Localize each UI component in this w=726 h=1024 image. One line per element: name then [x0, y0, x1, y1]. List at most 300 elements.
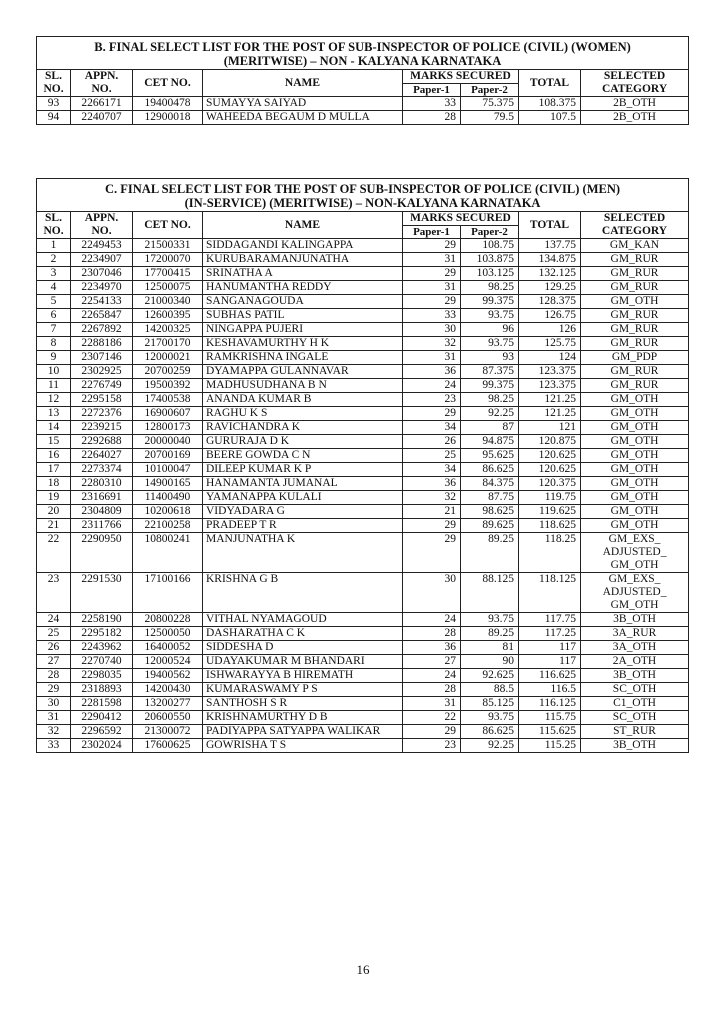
cell-paper2: 88.5 [461, 683, 519, 697]
cell-paper1: 28 [403, 683, 461, 697]
cell-sl-no: 11 [37, 379, 71, 393]
cell-total: 108.375 [519, 97, 581, 111]
cell-sl-no: 15 [37, 435, 71, 449]
cell-selected-category: GM_OTH [581, 519, 689, 533]
cell-name: DASHARATHA C K [203, 627, 403, 641]
cell-paper2: 89.625 [461, 519, 519, 533]
cell-sl-no: 25 [37, 627, 71, 641]
cell-selected-category: GM_RUR [581, 267, 689, 281]
section-b-title-line2: (MERITWISE) – NON - KALYANA KARNATAKA [223, 54, 502, 68]
cell-name: MANJUNATHA K [203, 533, 403, 573]
cell-selected-category: ST_RUR [581, 725, 689, 739]
cell-appn-no: 2302024 [71, 739, 133, 753]
cell-paper2: 87.75 [461, 491, 519, 505]
cell-sl-no: 7 [37, 323, 71, 337]
table-row [37, 641, 689, 655]
header-sl-no: SL. NO. [37, 70, 71, 97]
cell-paper2: 84.375 [461, 477, 519, 491]
cell-name: SANTHOSH S R [203, 697, 403, 711]
cell-selected-category: 3B_OTH [581, 613, 689, 627]
cell-paper2: 108.75 [461, 239, 519, 253]
cell-total: 115.625 [519, 725, 581, 739]
cell-paper1: 33 [403, 309, 461, 323]
cell-paper1: 31 [403, 351, 461, 365]
cell-paper1: 31 [403, 253, 461, 267]
cell-selected-category: GM_OTH [581, 505, 689, 519]
cell-total: 118.125 [519, 573, 581, 613]
section-c-title [37, 179, 689, 212]
cell-name: VIDYADARA G [203, 505, 403, 519]
cell-appn-no: 2239215 [71, 421, 133, 435]
cell-sl-no: 21 [37, 519, 71, 533]
cell-appn-no: 2295182 [71, 627, 133, 641]
cell-appn-no: 2292688 [71, 435, 133, 449]
cell-cet-no: 20700169 [133, 449, 203, 463]
cell-sl-no: 9 [37, 351, 71, 365]
cell-total: 117 [519, 641, 581, 655]
cell-cet-no: 10200618 [133, 505, 203, 519]
header-total: TOTAL [519, 70, 581, 97]
cell-appn-no: 2281598 [71, 697, 133, 711]
cell-cet-no: 17400538 [133, 393, 203, 407]
cell-total: 120.375 [519, 477, 581, 491]
header-cet-no: CET NO. [133, 70, 203, 97]
table-row [37, 491, 689, 505]
cell-total: 126 [519, 323, 581, 337]
header-appn-no: APPN. NO. [71, 212, 133, 239]
cell-selected-category: SC_OTH [581, 711, 689, 725]
cell-total: 120.625 [519, 449, 581, 463]
cell-selected-category: GM_EXS_ ADJUSTED_ GM_OTH [581, 573, 689, 613]
table-row [37, 573, 689, 613]
cell-name: RAGHU K S [203, 407, 403, 421]
cell-paper2: 89.25 [461, 533, 519, 573]
cell-paper1: 28 [403, 111, 461, 125]
cell-appn-no: 2249453 [71, 239, 133, 253]
cell-name: KRISHNA G B [203, 573, 403, 613]
cell-total: 117.25 [519, 627, 581, 641]
table-row [37, 655, 689, 669]
cell-cet-no: 20700259 [133, 365, 203, 379]
cell-appn-no: 2295158 [71, 393, 133, 407]
cell-sl-no: 93 [37, 97, 71, 111]
cell-paper2: 79.5 [461, 111, 519, 125]
table-row [37, 683, 689, 697]
cell-paper1: 31 [403, 697, 461, 711]
cell-cet-no: 21700170 [133, 337, 203, 351]
table-row [37, 533, 689, 573]
cell-paper1: 26 [403, 435, 461, 449]
cell-paper2: 93.75 [461, 309, 519, 323]
cell-paper1: 29 [403, 295, 461, 309]
cell-total: 116.625 [519, 669, 581, 683]
cell-paper2: 99.375 [461, 295, 519, 309]
cell-name: DILEEP KUMAR K P [203, 463, 403, 477]
table-row [37, 435, 689, 449]
cell-cet-no: 20800228 [133, 613, 203, 627]
cell-name: RAMKRISHNA INGALE [203, 351, 403, 365]
cell-appn-no: 2316691 [71, 491, 133, 505]
cell-name: ANANDA KUMAR B [203, 393, 403, 407]
table-row [37, 309, 689, 323]
table-row [37, 281, 689, 295]
cell-total: 121.25 [519, 407, 581, 421]
cell-sl-no: 22 [37, 533, 71, 573]
cell-total: 126.75 [519, 309, 581, 323]
cell-paper1: 36 [403, 641, 461, 655]
table-row [37, 505, 689, 519]
table-row [37, 111, 689, 125]
cell-selected-category: GM_PDP [581, 351, 689, 365]
table-row [37, 627, 689, 641]
cell-cet-no: 10800241 [133, 533, 203, 573]
cell-name: GOWRISHA T S [203, 739, 403, 753]
cell-appn-no: 2318893 [71, 683, 133, 697]
cell-paper1: 29 [403, 725, 461, 739]
cell-paper2: 95.625 [461, 449, 519, 463]
cell-paper2: 75.375 [461, 97, 519, 111]
cell-paper1: 34 [403, 421, 461, 435]
cell-appn-no: 2272376 [71, 407, 133, 421]
cell-appn-no: 2290950 [71, 533, 133, 573]
cell-paper2: 81 [461, 641, 519, 655]
cell-sl-no: 94 [37, 111, 71, 125]
header-total: TOTAL [519, 212, 581, 239]
cell-cet-no: 14200430 [133, 683, 203, 697]
cell-appn-no: 2273374 [71, 463, 133, 477]
cell-selected-category: GM_RUR [581, 323, 689, 337]
cell-cet-no: 21000340 [133, 295, 203, 309]
cell-paper1: 29 [403, 519, 461, 533]
cell-appn-no: 2266171 [71, 97, 133, 111]
table-row [37, 97, 689, 111]
cell-cet-no: 20600550 [133, 711, 203, 725]
cell-name: DYAMAPPA GULANNAVAR [203, 365, 403, 379]
header-name: NAME [203, 70, 403, 97]
table-section-b [36, 36, 689, 125]
cell-selected-category: GM_OTH [581, 421, 689, 435]
cell-total: 129.25 [519, 281, 581, 295]
cell-sl-no: 28 [37, 669, 71, 683]
cell-cet-no: 12000524 [133, 655, 203, 669]
cell-paper1: 33 [403, 97, 461, 111]
cell-cet-no: 12000021 [133, 351, 203, 365]
cell-total: 120.625 [519, 463, 581, 477]
cell-appn-no: 2234970 [71, 281, 133, 295]
cell-paper2: 96 [461, 323, 519, 337]
cell-name: VITHAL NYAMAGOUD [203, 613, 403, 627]
table-row [37, 711, 689, 725]
cell-name: YAMANAPPA KULALI [203, 491, 403, 505]
cell-sl-no: 20 [37, 505, 71, 519]
cell-appn-no: 2304809 [71, 505, 133, 519]
cell-selected-category: GM_OTH [581, 295, 689, 309]
cell-selected-category: GM_RUR [581, 281, 689, 295]
cell-paper1: 36 [403, 477, 461, 491]
cell-cet-no: 19500392 [133, 379, 203, 393]
cell-paper2: 98.25 [461, 281, 519, 295]
cell-total: 117 [519, 655, 581, 669]
cell-sl-no: 27 [37, 655, 71, 669]
table-row [37, 337, 689, 351]
cell-name: SRINATHA A [203, 267, 403, 281]
cell-total: 134.875 [519, 253, 581, 267]
cell-paper2: 92.25 [461, 407, 519, 421]
cell-name: SIDDESHA D [203, 641, 403, 655]
section-b-title [37, 37, 689, 70]
cell-sl-no: 29 [37, 683, 71, 697]
cell-paper2: 93.75 [461, 613, 519, 627]
cell-cet-no: 19400478 [133, 97, 203, 111]
cell-selected-category: GM_RUR [581, 379, 689, 393]
cell-sl-no: 10 [37, 365, 71, 379]
cell-selected-category: 2B_OTH [581, 97, 689, 111]
cell-paper1: 32 [403, 491, 461, 505]
cell-cet-no: 14900165 [133, 477, 203, 491]
cell-selected-category: GM_KAN [581, 239, 689, 253]
table-row [37, 669, 689, 683]
cell-cet-no: 10100047 [133, 463, 203, 477]
cell-cet-no: 21500331 [133, 239, 203, 253]
header-cet-no: CET NO. [133, 212, 203, 239]
cell-paper2: 92.25 [461, 739, 519, 753]
cell-sl-no: 14 [37, 421, 71, 435]
cell-paper1: 24 [403, 669, 461, 683]
cell-total: 137.75 [519, 239, 581, 253]
section-b-title-line1: B. FINAL SELECT LIST FOR THE POST OF SUB-INSPECTOR OF POLICE (CIVIL) (WOMEN) [94, 40, 631, 54]
cell-selected-category: 3A_RUR [581, 627, 689, 641]
cell-total: 123.375 [519, 379, 581, 393]
cell-name: HANUMANTHA REDDY [203, 281, 403, 295]
cell-paper2: 92.625 [461, 669, 519, 683]
header-sl-no: SL. NO. [37, 212, 71, 239]
cell-sl-no: 5 [37, 295, 71, 309]
cell-total: 121 [519, 421, 581, 435]
cell-name: SUMAYYA SAIYAD [203, 97, 403, 111]
cell-name: KRISHNAMURTHY D B [203, 711, 403, 725]
table-row [37, 519, 689, 533]
table-row [37, 379, 689, 393]
cell-total: 123.375 [519, 365, 581, 379]
cell-selected-category: GM_OTH [581, 393, 689, 407]
cell-selected-category: GM_OTH [581, 491, 689, 505]
cell-selected-category: 2A_OTH [581, 655, 689, 669]
cell-paper1: 36 [403, 365, 461, 379]
header-paper2: Paper-2 [461, 226, 519, 239]
cell-paper2: 103.875 [461, 253, 519, 267]
cell-selected-category: SC_OTH [581, 683, 689, 697]
header-paper2: Paper-2 [461, 84, 519, 97]
cell-sl-no: 33 [37, 739, 71, 753]
cell-name: PRADEEP T R [203, 519, 403, 533]
cell-paper2: 103.125 [461, 267, 519, 281]
table-row [37, 365, 689, 379]
cell-appn-no: 2290412 [71, 711, 133, 725]
cell-name: SANGANAGOUDA [203, 295, 403, 309]
cell-selected-category: 2B_OTH [581, 111, 689, 125]
cell-sl-no: 16 [37, 449, 71, 463]
cell-paper1: 31 [403, 281, 461, 295]
cell-appn-no: 2296592 [71, 725, 133, 739]
cell-cet-no: 19400562 [133, 669, 203, 683]
cell-total: 128.375 [519, 295, 581, 309]
cell-appn-no: 2291530 [71, 573, 133, 613]
header-name: NAME [203, 212, 403, 239]
table-row [37, 463, 689, 477]
cell-name: WAHEEDA BEGAUM D MULLA [203, 111, 403, 125]
cell-total: 116.125 [519, 697, 581, 711]
cell-name: MADHUSUDHANA B N [203, 379, 403, 393]
cell-paper1: 28 [403, 627, 461, 641]
cell-paper1: 34 [403, 463, 461, 477]
cell-paper1: 25 [403, 449, 461, 463]
cell-appn-no: 2280310 [71, 477, 133, 491]
cell-paper2: 85.125 [461, 697, 519, 711]
cell-paper2: 93.75 [461, 337, 519, 351]
cell-paper2: 89.25 [461, 627, 519, 641]
cell-sl-no: 26 [37, 641, 71, 655]
cell-appn-no: 2243962 [71, 641, 133, 655]
cell-sl-no: 3 [37, 267, 71, 281]
cell-total: 115.75 [519, 711, 581, 725]
cell-sl-no: 31 [37, 711, 71, 725]
header-paper1: Paper-1 [403, 84, 461, 97]
cell-selected-category: GM_RUR [581, 309, 689, 323]
table-row [37, 739, 689, 753]
cell-total: 125.75 [519, 337, 581, 351]
cell-paper1: 23 [403, 393, 461, 407]
cell-total: 124 [519, 351, 581, 365]
cell-sl-no: 12 [37, 393, 71, 407]
table-row [37, 449, 689, 463]
cell-appn-no: 2264027 [71, 449, 133, 463]
cell-sl-no: 2 [37, 253, 71, 267]
cell-cet-no: 13200277 [133, 697, 203, 711]
cell-paper2: 86.625 [461, 463, 519, 477]
page-number: 16 [356, 962, 370, 977]
cell-selected-category: GM_RUR [581, 365, 689, 379]
cell-sl-no: 6 [37, 309, 71, 323]
table-row [37, 725, 689, 739]
cell-cet-no: 16400052 [133, 641, 203, 655]
table-row [37, 253, 689, 267]
cell-name: SUBHAS PATIL [203, 309, 403, 323]
cell-appn-no: 2276749 [71, 379, 133, 393]
cell-selected-category: 3B_OTH [581, 669, 689, 683]
cell-paper1: 27 [403, 655, 461, 669]
cell-appn-no: 2307146 [71, 351, 133, 365]
cell-total: 117.75 [519, 613, 581, 627]
cell-paper2: 86.625 [461, 725, 519, 739]
table-row [37, 407, 689, 421]
cell-paper1: 23 [403, 739, 461, 753]
cell-cet-no: 12800173 [133, 421, 203, 435]
cell-cet-no: 17600625 [133, 739, 203, 753]
cell-paper2: 98.625 [461, 505, 519, 519]
cell-cet-no: 22100258 [133, 519, 203, 533]
cell-cet-no: 14200325 [133, 323, 203, 337]
cell-total: 121.25 [519, 393, 581, 407]
cell-paper1: 24 [403, 379, 461, 393]
cell-sl-no: 17 [37, 463, 71, 477]
cell-paper2: 99.375 [461, 379, 519, 393]
cell-cet-no: 11400490 [133, 491, 203, 505]
cell-paper1: 30 [403, 323, 461, 337]
table-row [37, 393, 689, 407]
cell-appn-no: 2267892 [71, 323, 133, 337]
cell-total: 120.875 [519, 435, 581, 449]
section-c-title-line2: (IN-SERVICE) (MERITWISE) – NON-KALYANA KARNATAKA [184, 196, 541, 210]
cell-cet-no: 12600395 [133, 309, 203, 323]
cell-appn-no: 2240707 [71, 111, 133, 125]
cell-name: KESHAVAMURTHY H K [203, 337, 403, 351]
header-selected-category: SELECTED CATEGORY [581, 212, 689, 239]
cell-name: GURURAJA D K [203, 435, 403, 449]
cell-appn-no: 2258190 [71, 613, 133, 627]
header-marks-secured: MARKS SECURED [403, 70, 519, 84]
cell-name: HANAMANTA JUMANAL [203, 477, 403, 491]
cell-appn-no: 2307046 [71, 267, 133, 281]
header-selected-category: SELECTED CATEGORY [581, 70, 689, 97]
cell-name: SIDDAGANDI KALINGAPPA [203, 239, 403, 253]
cell-total: 115.25 [519, 739, 581, 753]
cell-appn-no: 2270740 [71, 655, 133, 669]
table-row [37, 697, 689, 711]
cell-cet-no: 20000040 [133, 435, 203, 449]
cell-name: RAVICHANDRA K [203, 421, 403, 435]
cell-sl-no: 18 [37, 477, 71, 491]
cell-selected-category: GM_OTH [581, 477, 689, 491]
cell-selected-category: GM_OTH [581, 407, 689, 421]
section-c-title-line1: C. FINAL SELECT LIST FOR THE POST OF SUB-INSPECTOR OF POLICE (CIVIL) (MEN) [105, 182, 621, 196]
cell-appn-no: 2254133 [71, 295, 133, 309]
cell-appn-no: 2265847 [71, 309, 133, 323]
cell-paper2: 93.75 [461, 711, 519, 725]
cell-sl-no: 1 [37, 239, 71, 253]
cell-paper2: 94.875 [461, 435, 519, 449]
table-row [37, 267, 689, 281]
table-row [37, 421, 689, 435]
section-b-body [37, 97, 689, 125]
cell-paper1: 29 [403, 267, 461, 281]
cell-cet-no: 17700415 [133, 267, 203, 281]
cell-total: 107.5 [519, 111, 581, 125]
cell-name: KURUBARAMANJUNATHA [203, 253, 403, 267]
cell-name: PADIYAPPA SATYAPPA WALIKAR [203, 725, 403, 739]
cell-sl-no: 8 [37, 337, 71, 351]
cell-appn-no: 2302925 [71, 365, 133, 379]
cell-total: 119.75 [519, 491, 581, 505]
cell-cet-no: 21300072 [133, 725, 203, 739]
table-row [37, 239, 689, 253]
cell-paper2: 93 [461, 351, 519, 365]
cell-selected-category: 3A_OTH [581, 641, 689, 655]
cell-selected-category: GM_OTH [581, 449, 689, 463]
table-section-c [36, 178, 689, 753]
cell-sl-no: 24 [37, 613, 71, 627]
cell-selected-category: 3B_OTH [581, 739, 689, 753]
cell-sl-no: 19 [37, 491, 71, 505]
table-row [37, 613, 689, 627]
cell-selected-category: GM_RUR [581, 253, 689, 267]
cell-selected-category: GM_OTH [581, 435, 689, 449]
cell-cet-no: 16900607 [133, 407, 203, 421]
cell-appn-no: 2234907 [71, 253, 133, 267]
cell-paper1: 29 [403, 407, 461, 421]
cell-selected-category: GM_RUR [581, 337, 689, 351]
cell-sl-no: 4 [37, 281, 71, 295]
cell-paper1: 21 [403, 505, 461, 519]
